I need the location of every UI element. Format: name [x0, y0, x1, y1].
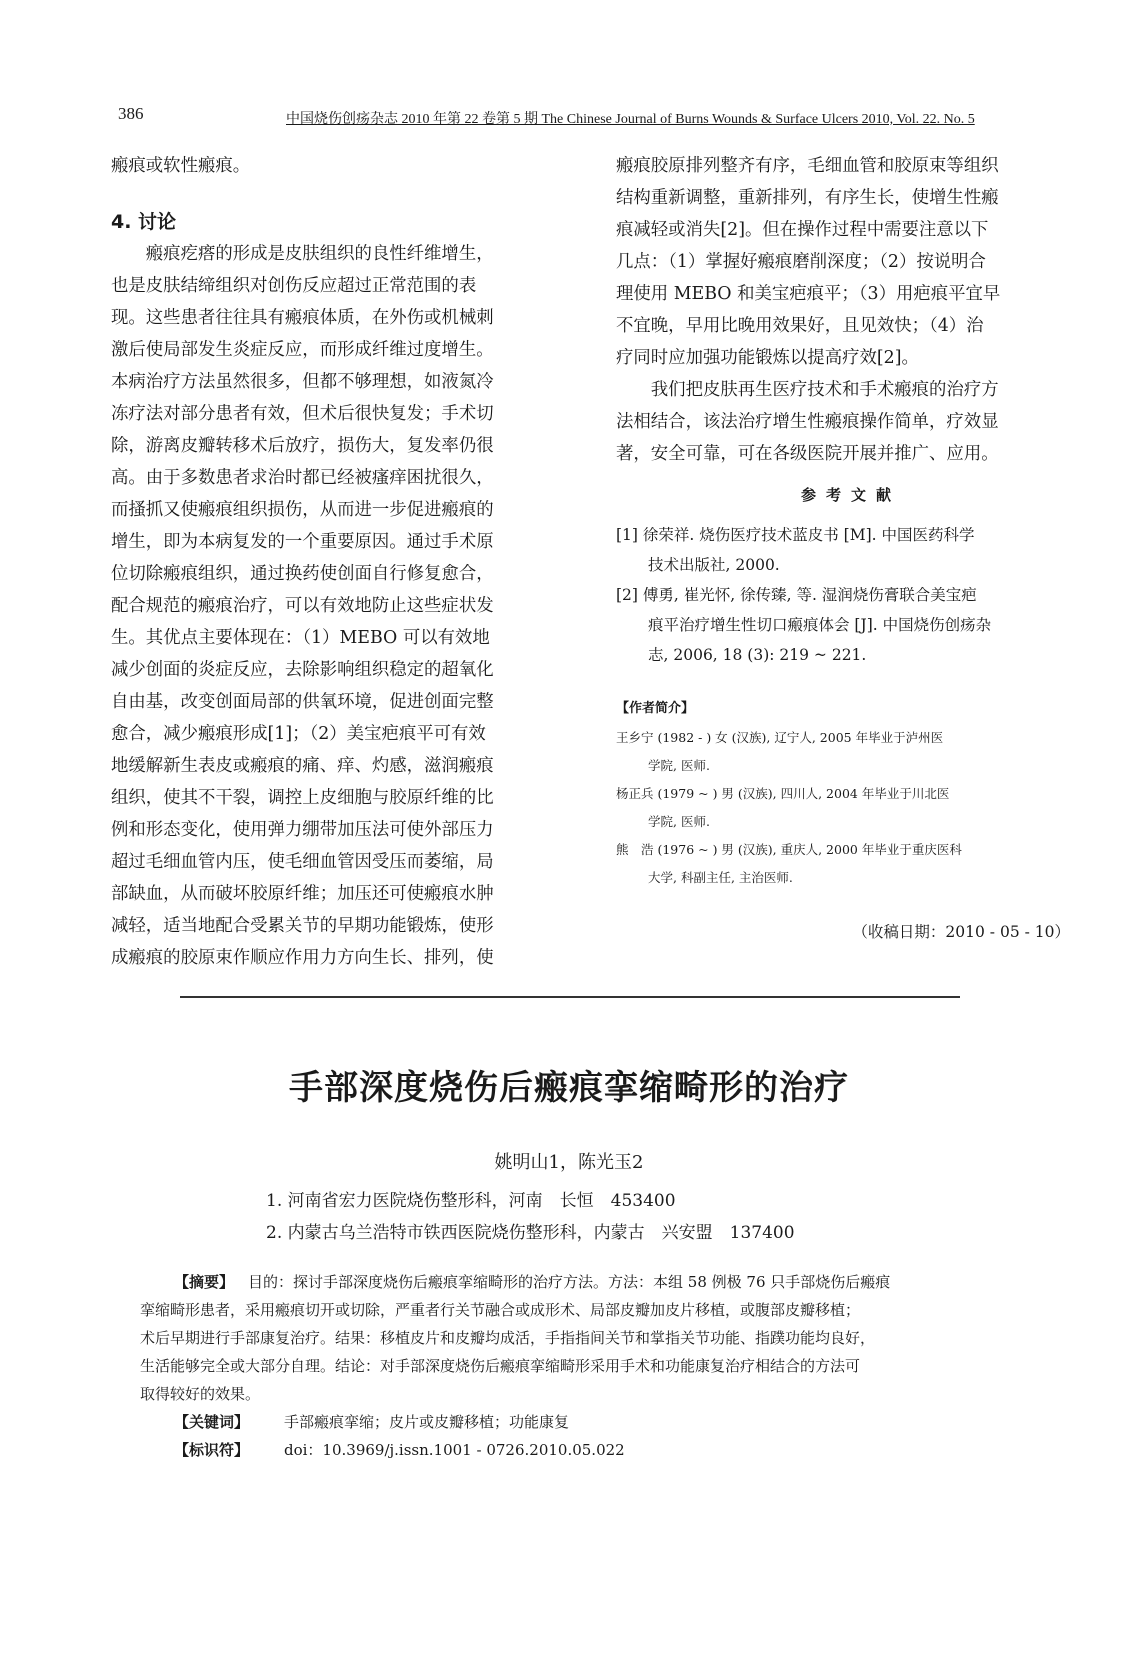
- abstract-line: 取得较好的效果。: [140, 1385, 261, 1403]
- affiliation-2: 2. 内蒙古乌兰浩特市铁西医院烧伤整形科，内蒙古 兴安盟 137400: [266, 1223, 795, 1243]
- abstract-block: [140, 1268, 1020, 1464]
- blank-line: [616, 892, 1086, 916]
- text-line: 超过毛细血管内压，使毛细血管因受压而萎缩，局: [111, 852, 494, 872]
- author-info-line: 熊 浩 (1976 ~ ) 男 (汉族), 重庆人, 2000 年毕业于重庆医科: [616, 842, 962, 857]
- keywords-label: 【关键词】: [174, 1413, 250, 1431]
- text-line: 位切除瘢痕组织，通过换药使创面自行修复愈合，: [111, 564, 494, 584]
- author-info-heading: 【作者简介】: [616, 701, 695, 716]
- text-line: 瘢痕胶原排列整齐有序，毛细血管和胶原束等组织: [616, 156, 999, 176]
- abstract-text: 目的：探讨手部深度烧伤后瘢痕挛缩畸形的治疗方法。方法：本组 58 例极 76 只手部烧伤后瘢痕: [248, 1273, 891, 1291]
- text-line: 瘢痕或软性瘢痕。: [111, 156, 251, 176]
- text-line: 也是皮肤结缔组织对创伤反应超过正常范围的表: [111, 276, 477, 296]
- text-line: 理使用 MEBO 和美宝疤痕平；（3）用疤痕平宜早: [616, 284, 1001, 304]
- received-date: （收稿日期：2010 - 05 - 10）: [852, 923, 1070, 941]
- keywords-line: [140, 1408, 1020, 1436]
- text-line: 我们把皮肤再生医疗技术和手术瘢痕的治疗方: [616, 380, 999, 400]
- abstract-line: 挛缩畸形患者，采用瘢痕切开或切除，严重者行关节融合或成形术、局部皮瓣加皮片移植，或腹部皮瓣移植；: [140, 1301, 861, 1319]
- text-line: 现。这些患者往往具有瘢痕体质，在外伤或机械刺: [111, 308, 494, 328]
- text-line: 不宜晚，早用比晚用效果好，且见效快；（4）治: [616, 316, 984, 336]
- text-line: 几点：（1）掌握好瘢痕磨削深度；（2）按说明合: [616, 252, 986, 272]
- right-column: [616, 150, 1086, 948]
- text-line: 组织，使其不干裂，调控上皮细胞与胶原纤维的比: [111, 788, 494, 808]
- text-line: 冻疗法对部分患者有效，但术后很快复发；手术切: [111, 404, 494, 424]
- text-line: 痕减轻或消失[2]。但在操作过程中需要注意以下: [616, 220, 989, 240]
- reference-line: 痕平治疗增生性切口瘢痕体会 [J]. 中国烧伤创疡杂: [648, 616, 992, 634]
- author-info-line: 学院, 医师.: [648, 758, 710, 773]
- text-line: 结构重新调整，重新排列，有序生长，使增生性瘢: [616, 188, 999, 208]
- text-line: 成瘢痕的胶原束作顺应作用力方向生长、排列，使: [111, 948, 494, 968]
- blank-line: [616, 670, 1086, 694]
- reference-line: [2] 傅勇, 崔光怀, 徐传臻, 等. 湿润烧伤膏联合美宝疤: [616, 586, 977, 604]
- text-line: 疗同时应加强功能锻炼以提高疗效[2]。: [616, 348, 919, 368]
- text-line: 增生，即为本病复发的一个重要原因。通过手术原: [111, 532, 494, 552]
- text-line: 本病治疗方法虽然很多，但都不够理想，如液氮冷: [111, 372, 494, 392]
- keywords-text: 手部瘢痕挛缩；皮片或皮瓣移植；功能康复: [284, 1413, 570, 1431]
- text-line: 瘢痕疙瘩的形成是皮肤组织的良性纤维增生，: [111, 244, 494, 264]
- text-line: 愈合，减少瘢痕形成[1]；（2）美宝疤痕平可有效: [111, 724, 486, 744]
- text-line: 减少创面的炎症反应，去除影响组织稳定的超氧化: [111, 660, 494, 680]
- text-line: 部缺血，从而破坏胶原纤维；加压还可使瘢痕水肿: [111, 884, 494, 904]
- references-heading: 参考文献: [800, 486, 901, 504]
- text-line: 例和形态变化，使用弹力绷带加压法可使外部压力: [111, 820, 494, 840]
- reference-line: 志, 2006, 18 (3): 219 ~ 221.: [648, 646, 867, 664]
- abstract-line: [140, 1268, 1020, 1296]
- reference-line: [1] 徐荣祥. 烧伤医疗技术蓝皮书 [M]. 中国医药科学: [616, 526, 975, 544]
- article-authors: 姚明山1，陈光玉2: [494, 1152, 644, 1173]
- left-column: [111, 150, 571, 974]
- text-line: 自由基，改变创面局部的供氧环境，促进创面完整: [111, 692, 494, 712]
- text-line: 而搔抓又使瘢痕组织损伤，从而进一步促进瘢痕的: [111, 500, 494, 520]
- doi-text: doi：10.3969/j.issn.1001 - 0726.2010.05.022: [284, 1441, 625, 1459]
- reference-line: 技术出版社, 2000.: [648, 556, 780, 574]
- identifier-line: [140, 1436, 1020, 1464]
- text-line: 减轻，适当地配合受累关节的早期功能锻炼，使形: [111, 916, 494, 936]
- text-line: 配合规范的瘢痕治疗，可以有效地防止这些症状发: [111, 596, 494, 616]
- text-line: 高。由于多数患者求治时都已经被瘙痒困扰很久，: [111, 468, 494, 488]
- section-divider: [180, 996, 960, 998]
- journal-header: 中国烧伤创疡杂志 2010 年第 22 卷第 5 期 The Chinese Journal of Burns Wounds & Surface Ulcers 2010, Vol. 22. No. 5: [286, 112, 975, 127]
- text-line: 法相结合，该法治疗增生性瘢痕操作简单，疗效显: [616, 412, 999, 432]
- author-info-line: 王乡宁 (1982 - ) 女 (汉族), 辽宁人, 2005 年毕业于泸州医: [616, 730, 944, 745]
- text-line: 地缓解新生表皮或瘢痕的痛、痒、灼感，滋润瘢痕: [111, 756, 494, 776]
- affiliation-1: 1. 河南省宏力医院烧伤整形科，河南 长恒 453400: [266, 1191, 676, 1211]
- article-title: 手部深度烧伤后瘢痕挛缩畸形的治疗: [289, 1068, 849, 1108]
- text-line: 激后使局部发生炎症反应，而形成纤维过度增生。: [111, 340, 494, 360]
- text-line: 生。其优点主要体现在：（1）MEBO 可以有效地: [111, 628, 490, 648]
- identifier-label: 【标识符】: [174, 1441, 250, 1459]
- author-info-line: 大学, 科副主任, 主治医师.: [648, 870, 793, 885]
- text-line: 除，游离皮瓣转移术后放疗，损伤大，复发率仍很: [111, 436, 494, 456]
- text-line: 著，安全可靠，可在各级医院开展并推广、应用。: [616, 444, 999, 464]
- blank-line: [111, 182, 571, 206]
- abstract-line: 生活能够完全或大部分自理。结论：对手部深度烧伤后瘢痕挛缩畸形采用手术和功能康复治疗相结合的方法可: [140, 1357, 861, 1375]
- abstract-line: 术后早期进行手部康复治疗。结果：移植皮片和皮瓣均成活，手指指间关节和掌指关节功能、指蹼功能均良好，: [140, 1329, 876, 1347]
- author-info-line: 学院, 医师.: [648, 814, 710, 829]
- page-number: 386: [118, 104, 144, 123]
- section-heading: 4. 讨论: [111, 211, 177, 233]
- author-info-line: 杨正兵 (1979 ~ ) 男 (汉族), 四川人, 2004 年毕业于川北医: [616, 786, 950, 801]
- abstract-label: 【摘要】: [174, 1273, 235, 1291]
